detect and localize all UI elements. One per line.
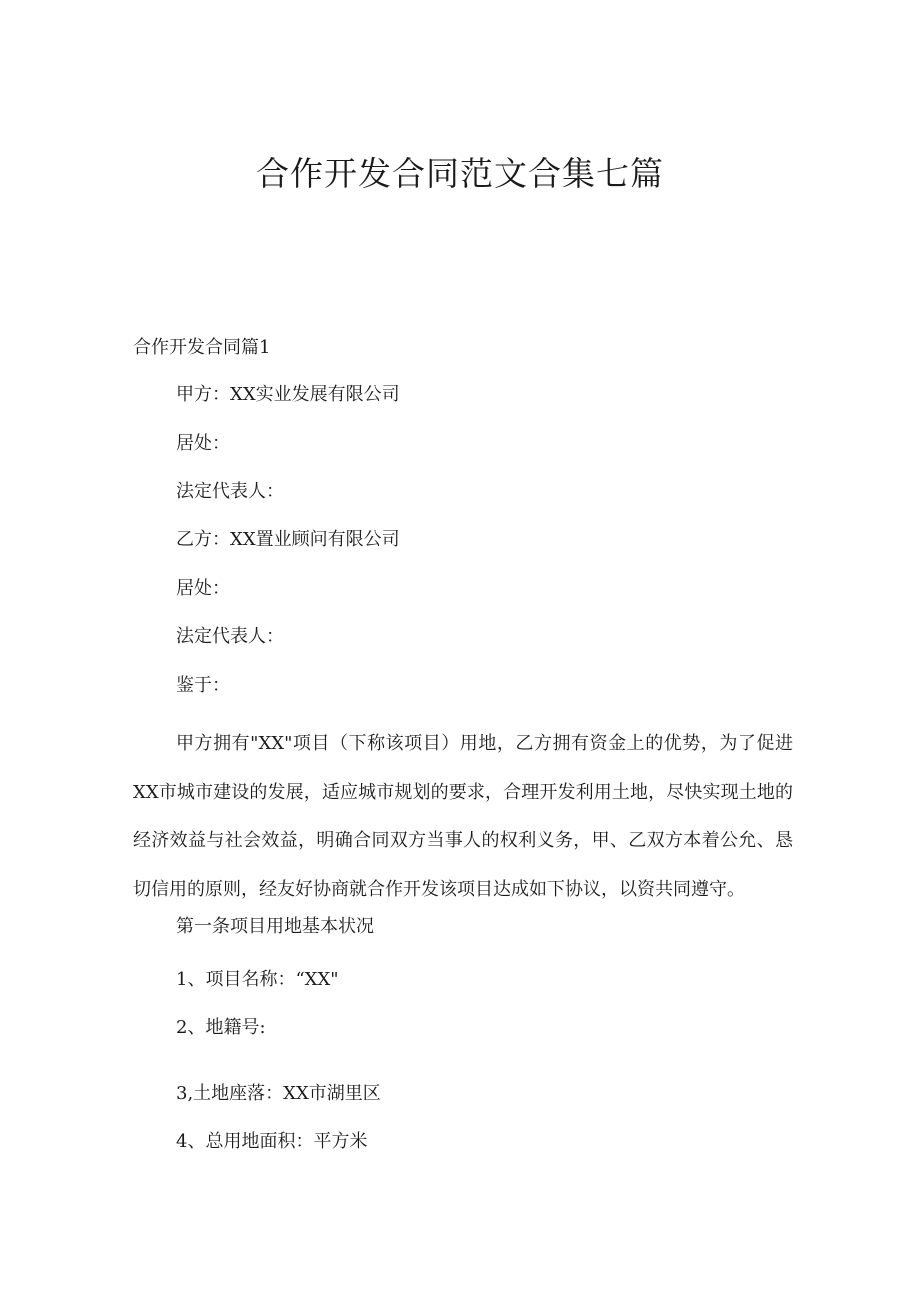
section-heading: 合作开发合同篇1 bbox=[133, 337, 271, 358]
party-b-line: 乙方：XX置业顾问有限公司 bbox=[176, 529, 400, 550]
party-a-representative-line: 法定代表人： bbox=[176, 481, 284, 502]
document-title: 合作开发合同范文合集七篇 bbox=[256, 154, 664, 193]
party-b-address-line: 居处： bbox=[176, 578, 230, 599]
item-cadastral-number: 2、地籍号: bbox=[176, 1017, 266, 1038]
party-a-address-line: 居处： bbox=[176, 433, 230, 454]
item-project-name: 1、项目名称：“XX" bbox=[176, 969, 339, 990]
item-total-land-area: 4、总用地面积：平方米 bbox=[176, 1131, 368, 1152]
item-land-location: 3,土地座落：XX市湖里区 bbox=[176, 1083, 381, 1104]
party-b-representative-line: 法定代表人： bbox=[176, 626, 284, 647]
party-a-line: 甲方：XX实业发展有限公司 bbox=[176, 384, 400, 405]
whereas-line: 鉴于： bbox=[176, 675, 230, 696]
article-1-heading: 第一条项目用地基本状况 bbox=[176, 916, 374, 937]
preamble-paragraph: 甲方拥有"XX"项目（下称该项目）用地，乙方拥有资金上的优势，为了促进XX市城市建设的发展，适应城市规划的要求，合理开发利用土地，尽快实现土地的经济效益与社会效益，明确合同双方当事人的权利义务，甲、乙双方本着公允、恳切信用的原则，经友好协商就合作开发该项目达成如下协议，以资共同遵守。 bbox=[133, 733, 793, 900]
